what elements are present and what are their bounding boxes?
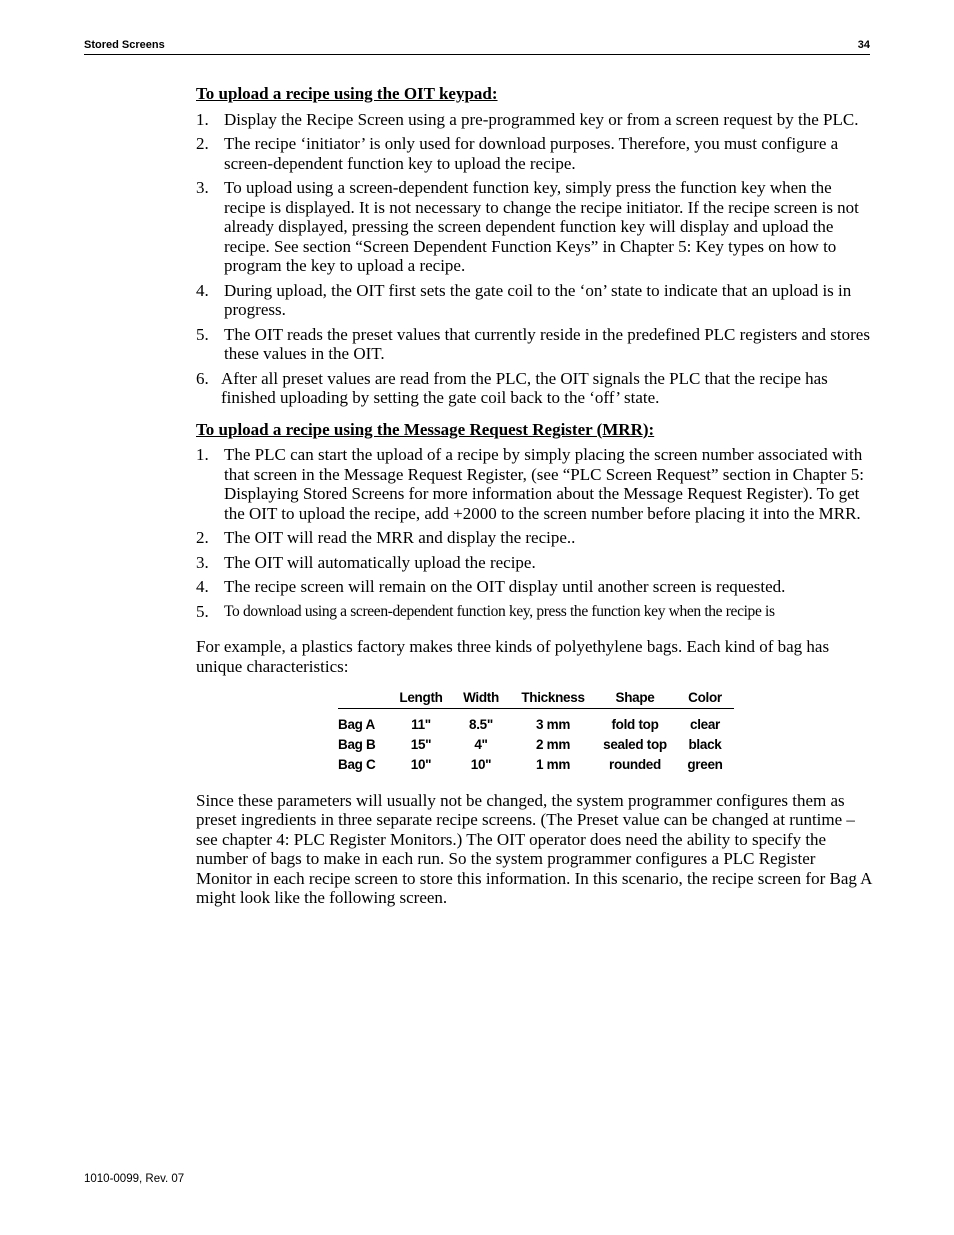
- table-cell: 2 mm: [535, 736, 571, 752]
- table-row: [338, 735, 734, 755]
- table-header-row: [338, 688, 734, 708]
- page-content: [196, 84, 872, 908]
- table-cell: 10": [410, 756, 432, 772]
- list-item: 4. During upload, the OIT first sets the gate coil to the ‘on’ state to indicate that an upload is in progress.: [196, 280, 852, 319]
- table-cell: fold top: [611, 716, 659, 732]
- column-header: Thickness: [512, 688, 594, 708]
- table-cell: Bag A: [338, 716, 376, 732]
- table-cell: Bag C: [338, 756, 376, 772]
- list-item: 5. To download using a screen-dependent function key, press the function key when the recipe is: [196, 601, 775, 621]
- keypad-steps: [196, 110, 872, 408]
- column-header: Color: [676, 688, 734, 708]
- table-cell: 15": [410, 736, 432, 752]
- column-header: [338, 688, 392, 708]
- table-row: [338, 755, 734, 775]
- table-cell: rounded: [609, 756, 661, 772]
- table-cell: Bag B: [338, 736, 376, 752]
- table-cell: 3 mm: [535, 716, 571, 732]
- list-item: 3. To upload using a screen-dependent function key, simply press the function key when the recipe is displayed. It is not necessary to change the recipe initiator. If the recipe screen is not already displayed, pressing the screen dependent function key will display and upload the recipe. See section “Screen Dependent Function Keys” in Chapter 5: Key types on how to program the key to upload a recipe.: [196, 178, 859, 275]
- table-row: [338, 708, 734, 735]
- keypad-heading: To upload a recipe using the OIT keypad:: [196, 84, 498, 103]
- list-item: 5. The OIT reads the preset values that currently reside in the predefined PLC registers and stores these values in the OIT.: [196, 324, 870, 363]
- list-item: 2. The recipe ‘initiator’ is only used for download purposes. Therefore, you must configure a screen-dependent function key to upload the recipe.: [196, 134, 839, 173]
- table-cell: black: [688, 736, 722, 752]
- page-header: [84, 38, 870, 55]
- example-intro: For example, a plastics factory makes three kinds of polyethylene bags. Each kind of bag has unique characteristics:: [196, 637, 830, 676]
- list-item: 4. The recipe screen will remain on the OIT display until another screen is requested.: [196, 577, 786, 596]
- bag-table: [338, 688, 734, 775]
- list-item: 1. The PLC can start the upload of a recipe by simply placing the screen number associated with that screen in the Message Request Register, (see “PLC Screen Request” section in Chapter 5: Displaying Stored Screens for more information about the Message Request Register). To get the OIT to upload the recipe, add +2000 to the screen number before placing it into the MRR.: [196, 445, 864, 523]
- list-item: 1. Display the Recipe Screen using a pre-programmed key or from a screen request by the PLC.: [196, 109, 859, 129]
- table-cell: 1 mm: [535, 756, 571, 772]
- list-item: 6. After all preset values are read from the PLC, the OIT signals the PLC that the recipe has finished uploading by setting the gate coil back to the ‘off’ state.: [196, 368, 828, 407]
- table-cell: 8.5": [469, 716, 493, 732]
- page-number: 34: [857, 39, 870, 51]
- section-title: Stored Screens: [84, 39, 165, 51]
- list-item: 2. The OIT will read the MRR and display the recipe..: [196, 528, 576, 547]
- table-cell: 10": [470, 756, 492, 772]
- list-item: 3. The OIT will automatically upload the recipe.: [196, 552, 536, 572]
- closing-paragraph: Since these parameters will usually not be changed, the system programmer configures them as preset ingredients in three separate recipe screens. (The Preset value can be changed at runtime – see chapter 4: PLC Register Monitors.) The OIT operator does need the ability to specify the number of bags to make in each run. So the system programmer configures a PLC Register Monitor in each recipe screen to store this information. In this scenario, the recipe screen for Bag A might look like the following screen.: [196, 790, 872, 907]
- column-header: Width: [450, 688, 512, 708]
- mrr-steps: [196, 445, 872, 621]
- page-footer: 1010-0099, Rev. 07: [84, 1173, 185, 1185]
- column-header: Shape: [594, 688, 676, 708]
- table-cell: 4": [474, 736, 488, 752]
- table-cell: clear: [689, 716, 721, 732]
- table-cell: green: [687, 756, 723, 772]
- table-cell: 11": [411, 716, 431, 732]
- mrr-heading: To upload a recipe using the Message Request Register (MRR):: [196, 419, 655, 439]
- table-cell: sealed top: [603, 736, 667, 752]
- bag-table-wrapper: [338, 688, 872, 775]
- column-header: Length: [392, 688, 450, 708]
